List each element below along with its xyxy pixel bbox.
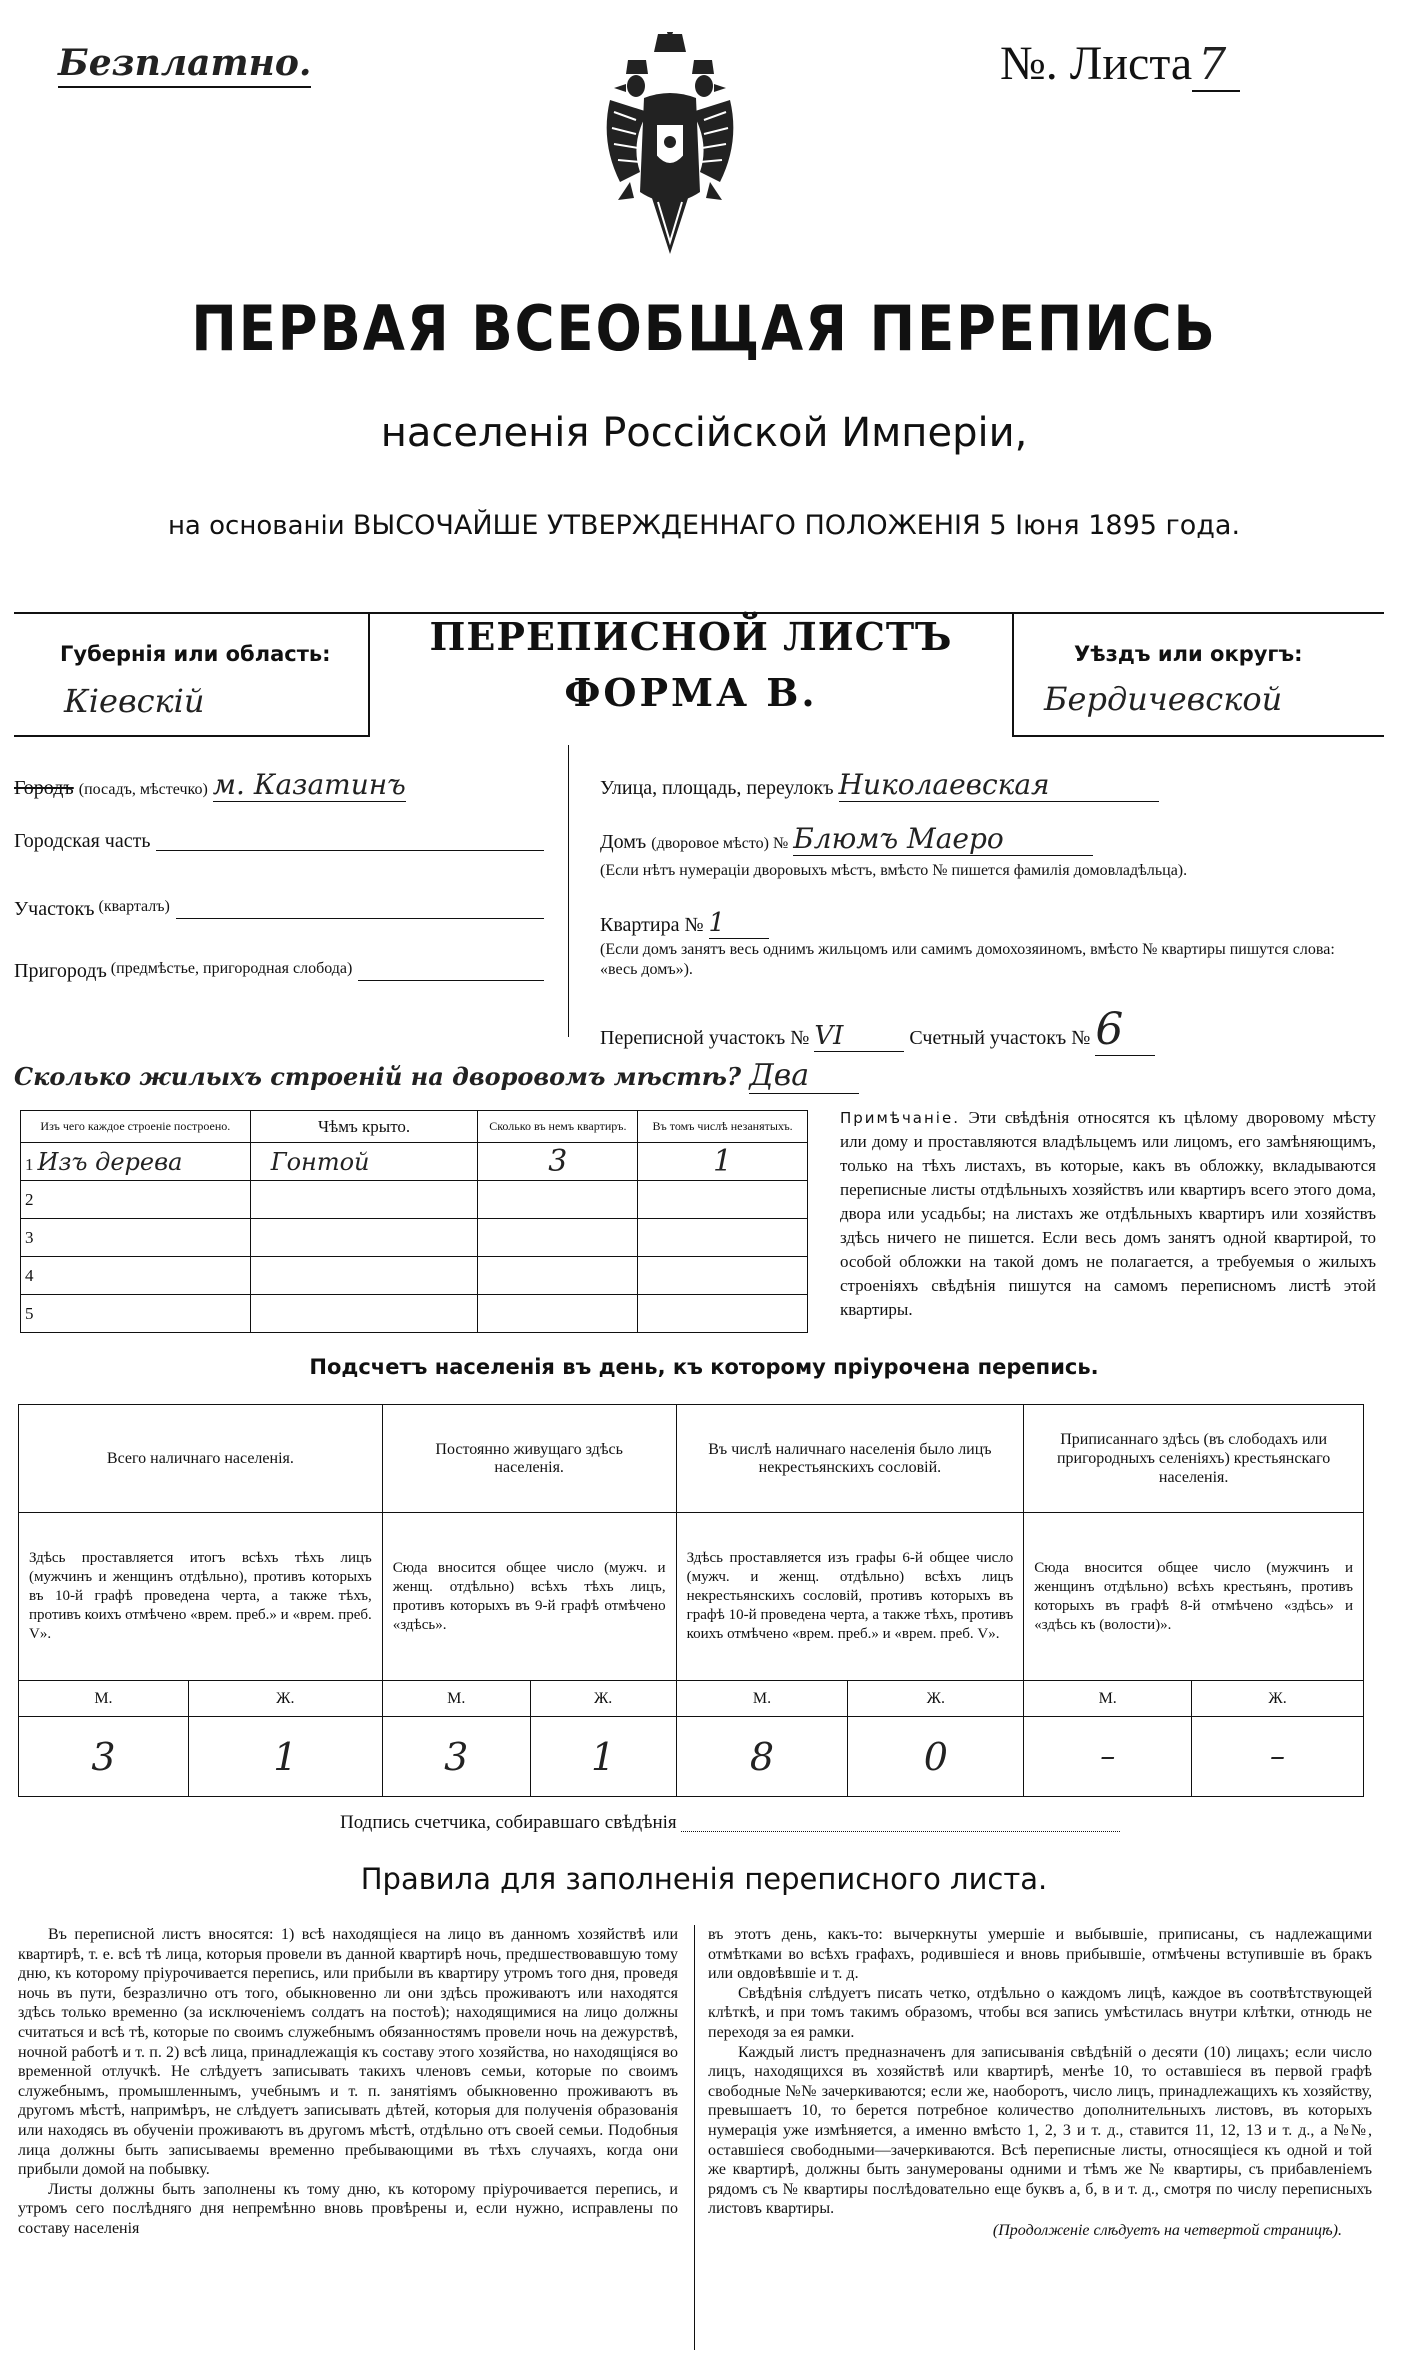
buildings-col-roof: Чѣмъ крыто. (250, 1111, 478, 1143)
note-label: Примѣчаніе. (840, 1109, 960, 1127)
buildings-table (20, 1110, 808, 1333)
signature-row (340, 1812, 1120, 1834)
permanent-female-value: 1 (530, 1717, 676, 1797)
street-label: Улица, площадь, переулокъ (600, 777, 834, 799)
table-row (21, 1219, 808, 1257)
rules-paragraph: Листы должны быть заполнены къ тому дню, къ которому пріурочивается перепись, и утромъ сего послѣдняго дня непремѣнно вновь провѣрены и, если нужно, исправлены по составу населенія (18, 2180, 678, 2237)
buildings-cell (478, 1181, 638, 1219)
buildings-cell (21, 1257, 251, 1295)
buildings-cell (250, 1181, 478, 1219)
buildings-cell (21, 1181, 251, 1219)
rules-paragraph: Свѣдѣнія слѣдуетъ писать четко, отдѣльно о каждомъ лицѣ, каждое въ соотвѣтствующей клѣткѣ, и при томъ такимъ образомъ, чтобы вся запись умѣстилась внутри клѣтки, отнюдь не переходя за ея рамки. (708, 1984, 1372, 2041)
address-divider (568, 745, 569, 1037)
street-value: Николаевская (839, 768, 1159, 802)
province-value: Кіевскій (64, 682, 205, 720)
city-part-row (14, 830, 544, 853)
male-header: М. (19, 1681, 189, 1717)
sheet-number-value: 7 (1192, 39, 1240, 92)
peasant-female-value: – (1192, 1717, 1364, 1797)
basis-prefix: на основаніи (167, 511, 345, 541)
buildings-cell (21, 1295, 251, 1333)
female-header: Ж. (1192, 1681, 1364, 1717)
total-female-value: 1 (188, 1717, 382, 1797)
population-col-permanent-head: Постоянно живущаго здѣсь населенія. (382, 1405, 676, 1513)
table-row (21, 1295, 808, 1333)
city-struck: Городъ (14, 777, 74, 799)
suburb-field (358, 960, 544, 981)
city-row (14, 768, 544, 802)
suburb-sub: (предмѣстье, пригородная слобода) (110, 960, 353, 977)
buildings-cell (638, 1295, 808, 1333)
coat-of-arms-emblem (600, 32, 740, 262)
buildings-cell (250, 1219, 478, 1257)
buildings-cell (478, 1219, 638, 1257)
male-header: М. (1024, 1681, 1192, 1717)
form-title: ПЕРЕПИСНОЙ ЛИСТЪ (429, 614, 953, 659)
buildings-col-empty: Въ томъ числѣ незанятыхъ. (638, 1111, 808, 1143)
total-male-value: 3 (19, 1717, 189, 1797)
station-field (176, 898, 544, 919)
station-sub: (кварталъ) (98, 898, 170, 915)
station-row (14, 898, 544, 921)
suburb-row (14, 960, 544, 983)
rules-paragraph: въ этотъ день, какъ-то: вычеркнуты умершіе и выбывшіе, приписаны, съ надлежащими отмѣтками во всѣхъ графахъ, родившіеся и вновь прибывшіе, отмѣчены вступившіе въ бракъ или овдовѣвшіе и т. д. (708, 1926, 1372, 1983)
sheet-number-label: №. Листа (1000, 37, 1193, 90)
buildings-cell (638, 1257, 808, 1295)
population-col-nonpeasant-desc: Здѣсь проставляется изъ графы 6-й общее число (мужч. и женщ. отдѣльно) всѣхъ лицъ некрестьянскихъ сословій, противъ которыхъ въ графѣ 10-й проведена черта, а также тѣхъ, противъ коихъ отмѣчено «врем. преб.» и «врем. преб. V». (676, 1513, 1024, 1681)
basis-main: ВЫСОЧАЙШЕ УТВЕРЖДЕННАГО ПОЛОЖЕНІЯ 5 Іюня 1895 года. (352, 510, 1241, 541)
province-label: Губернія или область: (60, 642, 331, 666)
material-value: Изъ дерева (37, 1147, 183, 1176)
female-header: Ж. (188, 1681, 382, 1717)
city-label: (посадъ, мѣстечко) (78, 781, 208, 798)
row-number: 4 (25, 1265, 34, 1285)
population-col-total-head: Всего наличнаго населенія. (19, 1405, 383, 1513)
city-part-field (156, 830, 544, 851)
census-main-title: ПЕРВАЯ ВСЕОБЩАЯ ПЕРЕПИСЬ (191, 292, 1217, 365)
count-area-label: Счетный участокъ № (909, 1027, 1091, 1049)
population-col-nonpeasant-head: Въ числѣ наличнаго населенія было лицъ некрестьянскихъ сословій. (676, 1405, 1024, 1513)
rules-paragraph: Въ переписной листъ вносятся: 1) всѣ находящіеся на лицо въ данномъ хозяйствѣ или квартирѣ, т. е. всѣ тѣ лица, которыя провели въ данной квартирѣ ночь, предшествовавшую тому дню, къ которому пріурочивается перепись, или прибыли въ квартиру утромъ того дня, проведя ночь въ пути, безразлично отъ того, обыкновенно ли они здѣсь проживаютъ или находятся здѣсь только временно (за исключеніемъ солдатъ на постоѣ); находящимися на лицо должны считаться и всѣ тѣ, которые по своимъ служебнымъ обязанностямъ провели ночь на дежурствѣ, ночной работѣ и т. п. 2) всѣ лица, принадлежащія къ составу этого хозяйства, но находящіяся во временной отлучкѣ. Не слѣдуетъ записывать такихъ членовъ семьи, которые по своимъ служебнымъ, промышленнымъ, учебнымъ и т. п. занятіямъ обыкновенно проживаютъ въ другомъ мѣстѣ, напримѣръ, не слѣдуетъ записывать дѣтей, которыя для полученія образованія или находясь въ обученіи проживаютъ въ другомъ мѣстѣ, отдѣльно отъ своей семьи. Подобныя лица должны быть записываемы временно пребывающими въ тѣхъ случаяхъ, когда они прибыли домой на побывку. (18, 1926, 678, 2179)
rules-title: Правила для заполненія переписного листа. (360, 1862, 1048, 1896)
table-row (21, 1257, 808, 1295)
nonpeasant-male-value: 8 (676, 1717, 848, 1797)
male-header: М. (382, 1681, 530, 1717)
form-letter: ФОРМА В. (564, 670, 818, 715)
buildings-cell (250, 1295, 478, 1333)
district-box (1012, 612, 1384, 737)
row-number: 5 (25, 1303, 34, 1323)
street-row (600, 768, 1370, 802)
male-header: М. (676, 1681, 848, 1717)
count-area-value: 6 (1095, 1004, 1155, 1056)
buildings-col-apts: Сколько въ немъ квартиръ. (478, 1111, 638, 1143)
permanent-male-value: 3 (382, 1717, 530, 1797)
apartment-row (600, 908, 1370, 939)
buildings-question-row (14, 1058, 859, 1094)
buildings-cell (250, 1257, 478, 1295)
buildings-cell (638, 1181, 808, 1219)
house-note: (Если нѣтъ нумераціи дворовыхъ мѣстъ, вмѣсто № пишется фамилія домовладѣльца). (600, 862, 1188, 879)
census-basis (0, 510, 1408, 541)
buildings-cell (21, 1143, 251, 1181)
table-row (21, 1181, 808, 1219)
note-text: Эти свѣдѣнія относятся къ цѣлому дворовому мѣсту или дому и проставляются владѣльцемъ или лицомъ, его замѣняющимъ, только на тѣхъ листахъ, въ которые, какъ въ обложку, вкладываются переписные листы отдѣльныхъ хозяйствъ или квартиръ всего этого дома, двора или усадьбы; на листахъ же отдѣльныхъ квартиръ или хозяйствъ здѣсь ничего не пишется. Если весь домъ занятъ одной квартирой, то особой обложки на такой домъ не полагается, а требуемыя о жилыхъ строеніяхъ свѣдѣнія пишутся на самомъ переписномъ листѣ этой квартиры. (840, 1108, 1376, 1319)
rules-left-column (18, 1925, 678, 2239)
city-part-label: Городская часть (14, 830, 151, 852)
population-col-permanent-desc: Сюда вносится общее число (мужч. и женщ. отдѣльно) всѣхъ тѣхъ лицъ, противъ которыхъ въ 9-й графѣ отмѣчено «здѣсь». (382, 1513, 676, 1681)
roof-value: Гонтой (250, 1143, 478, 1181)
apts-value: 3 (478, 1143, 638, 1181)
district-label: Уѣздъ или округъ: (1074, 642, 1303, 666)
buildings-cell (21, 1219, 251, 1257)
buildings-note (840, 1106, 1376, 1322)
sheet-number (1000, 36, 1240, 91)
apartment-label: Квартира № (600, 914, 704, 936)
empty-value: 1 (638, 1143, 808, 1181)
census-area-value: VI (814, 1021, 904, 1052)
table-row (21, 1143, 808, 1181)
signature-field (681, 1812, 1120, 1832)
row-number: 2 (25, 1189, 34, 1209)
population-col-peasant-desc: Сюда вносится общее число (мужчинъ и женщинъ отдѣльно) всѣхъ крестьянъ, противъ которыхъ въ графѣ 8-й отмѣчено «здѣсь» и «здѣсь къ (волости)». (1024, 1513, 1364, 1681)
buildings-cell (638, 1219, 808, 1257)
house-row (600, 822, 1370, 856)
peasant-male-value: – (1024, 1717, 1192, 1797)
rules-paragraph: Каждый листъ предназначенъ для записыванія свѣдѣній о десяти (10) лицахъ; если число лицъ, находящихся въ хозяйствѣ или квартирѣ, менѣе 10, то оставшіеся въ первой графѣ свободные №№ зачеркиваются; если же, наоборотъ, число лицъ, принадлежащихъ къ хозяйству, превышаетъ 10, то берется потребное количество дополнительныхъ листовъ, въ которыхъ нумерація уже измѣняется, а именно вмѣсто 1, 2, 3 и т. д., ставится 11, 12, 13 и т. д., а №№, оставшіеся свободными—зачеркиваются. Всѣ переписные листы, относящіеся къ одной и той же квартирѣ, должны быть занумерованы одними и тѣмъ же № квартиры, съ прибавленіемъ рядомъ съ № квартиры послѣдовательно еще буквъ а, б, в и т. д., смотря по числу переписныхъ листовъ квартиры. (708, 2043, 1372, 2218)
census-area-row (600, 1004, 1370, 1056)
rules-divider (694, 1925, 695, 2350)
buildings-cell (478, 1257, 638, 1295)
population-col-peasant-head: Приписаннаго здѣсь (въ слободахъ или пригородныхъ селеніяхъ) крестьянскаго населенія. (1024, 1405, 1364, 1513)
female-header: Ж. (848, 1681, 1024, 1717)
nonpeasant-female-value: 0 (848, 1717, 1024, 1797)
population-title: Подсчетъ населенія въ день, къ которому пріурочена перепись. (309, 1355, 1099, 1379)
rules-continued: (Продолженіе слѣдуетъ на четвертой страницѣ). (992, 2221, 1342, 2239)
apartment-value: 1 (709, 908, 769, 939)
station-label: Участокъ (14, 898, 95, 920)
census-area-label: Переписной участокъ № (600, 1027, 810, 1049)
apartment-note: (Если домъ занятъ весь однимъ жильцомъ или самимъ домохозяиномъ, вмѣсто № квартиры пишутся слова: «весь домъ»). (600, 941, 1335, 978)
buildings-col-material: Изъ чего каждое строеніе построено. (21, 1111, 251, 1143)
population-table (18, 1404, 1364, 1797)
buildings-answer: Два (749, 1058, 859, 1094)
province-box (14, 612, 370, 737)
city-value: м. Казатинъ (212, 768, 406, 801)
female-header: Ж. (530, 1681, 676, 1717)
suburb-label: Пригородъ (14, 960, 107, 982)
district-value: Бердичевской (1044, 680, 1283, 718)
census-subtitle: населенія Россійской Имперіи, (380, 410, 1028, 456)
free-label: Безплатно. (58, 42, 311, 88)
rules-right-column (708, 1925, 1372, 2241)
population-col-total-desc: Здѣсь проставляется итогъ всѣхъ тѣхъ лицъ (мужчинъ и женщинъ отдѣльно), противъ которыхъ въ 10-й графѣ проведена черта, а также тѣхъ, противъ коихъ отмѣчено «врем. преб.» и «врем. преб. V». (19, 1513, 383, 1681)
row-number: 3 (25, 1227, 34, 1247)
row-number: 1 (25, 1154, 34, 1174)
signature-label: Подпись счетчика, собиравшаго свѣдѣнія (340, 1812, 677, 1833)
house-value: Блюмъ Маеро (793, 822, 1093, 856)
buildings-question: Сколько жилыхъ строеній на дворовомъ мѣстѣ? (14, 1062, 742, 1091)
house-sub: (дворовое мѣсто) № (651, 835, 789, 852)
buildings-cell (478, 1295, 638, 1333)
house-label: Домъ (600, 831, 647, 853)
